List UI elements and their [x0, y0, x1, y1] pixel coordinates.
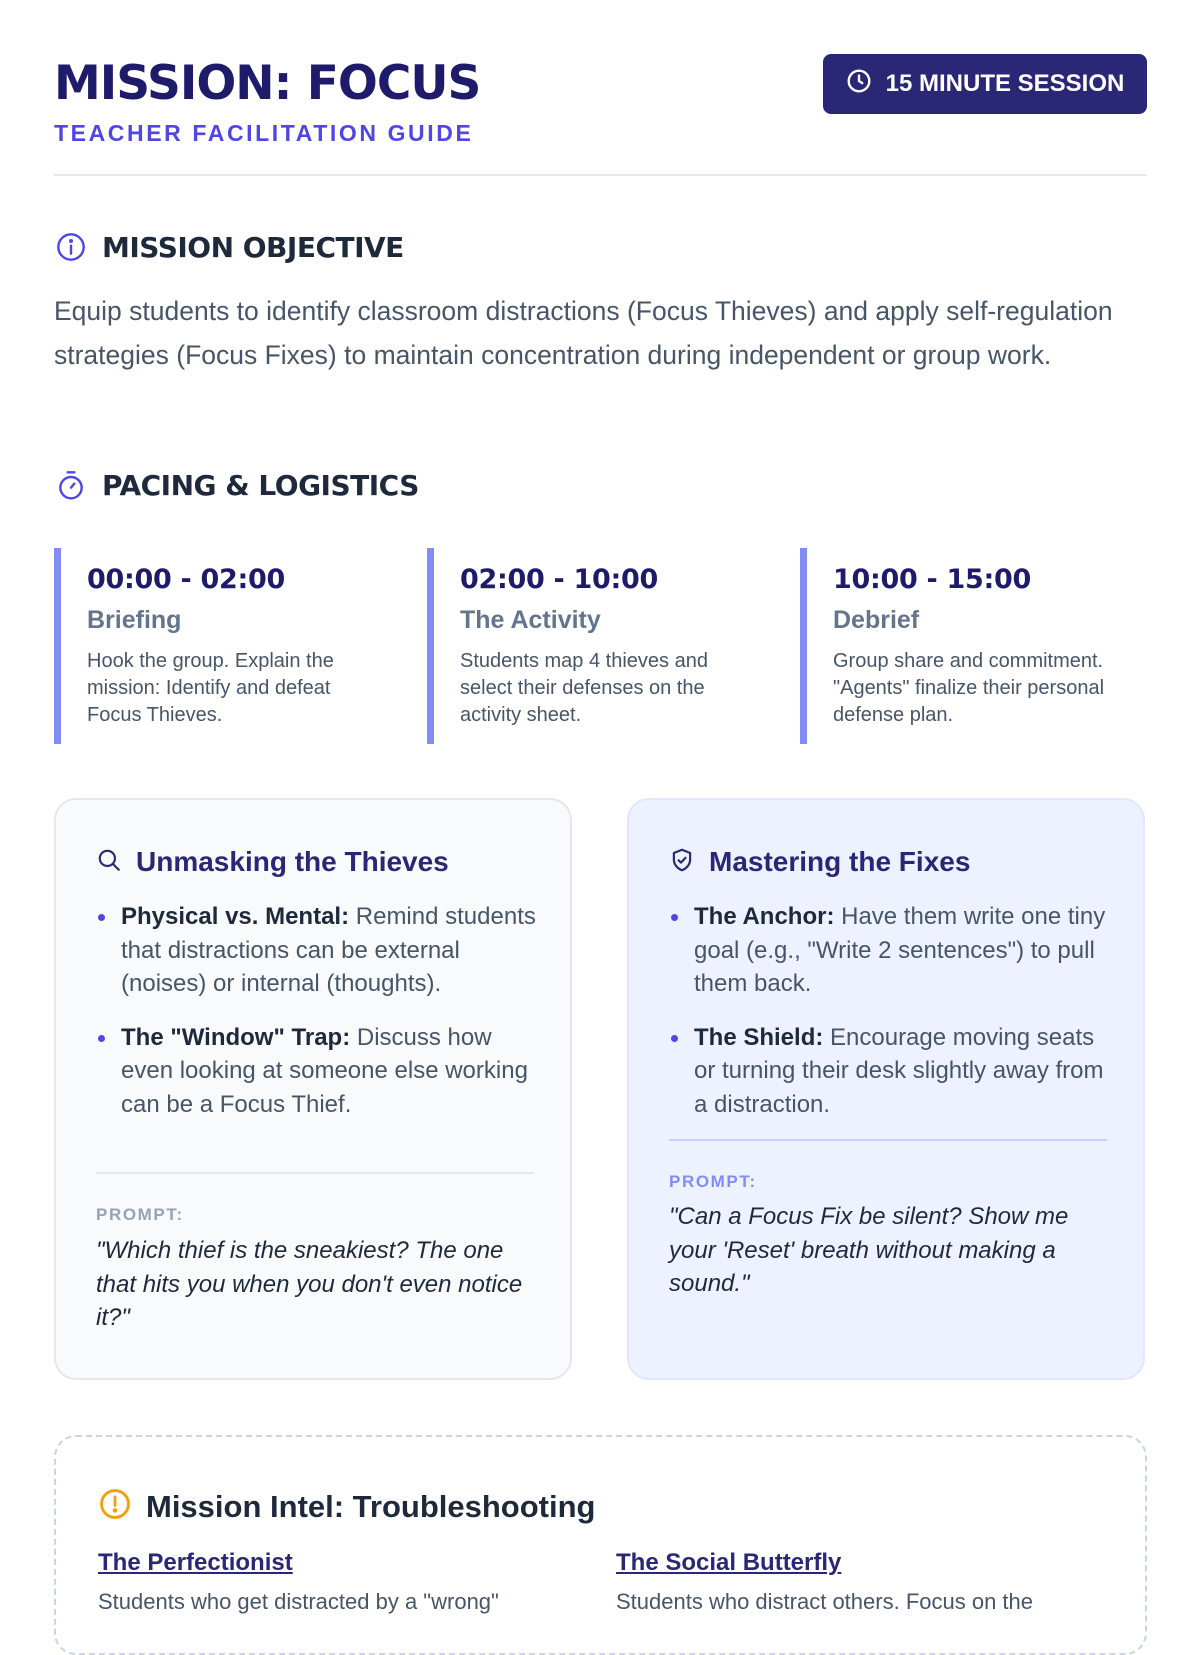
phase-activity	[427, 548, 767, 744]
list-item-text: Remind students that distractions can be external (noises) or internal (thoughts).	[121, 903, 536, 997]
phase-description: Students map 4 thieves and select their defenses on the activity sheet.	[460, 650, 708, 726]
fixes-card	[627, 798, 1145, 1380]
prompt-label: PROMPT:	[669, 1172, 757, 1191]
facilitation-guide-page	[54, 0, 1147, 1614]
divider	[96, 1172, 534, 1174]
list-item	[669, 1021, 1109, 1122]
troubleshooting-title: Mission Intel: Troubleshooting	[146, 1488, 596, 1524]
objective-heading	[54, 230, 404, 264]
clock-icon	[846, 68, 872, 101]
thieves-card	[54, 798, 572, 1380]
list-item	[96, 1021, 536, 1122]
troubleshooting-item-title-link[interactable]: The Social Butterfly	[616, 1549, 842, 1576]
page-title: MISSION: FOCUS	[54, 56, 481, 111]
prompt-label: PROMPT:	[96, 1205, 184, 1224]
thieves-card-heading	[96, 846, 449, 878]
troubleshooting-item	[98, 1549, 558, 1617]
phase-description: Hook the group. Explain the mission: Identify and defeat Focus Thieves.	[87, 650, 334, 726]
info-icon	[54, 230, 88, 264]
stopwatch-icon	[54, 468, 88, 502]
fixes-card-heading	[669, 846, 970, 878]
fixes-list	[669, 900, 1109, 1141]
prompt-text: "Can a Focus Fix be silent? Show me your 'Reset' breath without making a sound."	[669, 1203, 1069, 1297]
objective-heading-label: MISSION OBJECTIVE	[102, 230, 404, 264]
list-item-text: Discuss how even looking at someone else working can be a Focus Thief.	[121, 1023, 528, 1118]
phase-time: 02:00 - 10:00	[460, 564, 658, 595]
prompt-text: "Which thief is the sneakiest? The one that hits you when you don't even notice it?"	[96, 1237, 523, 1331]
phase-debrief	[800, 548, 1140, 744]
troubleshooting-item-desc: Students who get distracted by a "wrong"	[98, 1589, 499, 1614]
pacing-heading	[54, 468, 419, 502]
troubleshooting-item-desc: Students who distract others. Focus on the	[616, 1589, 1034, 1614]
search-icon	[96, 847, 122, 878]
page-header	[54, 52, 1147, 176]
session-duration-label: 15 MINUTE SESSION	[885, 70, 1125, 97]
troubleshooting-panel	[54, 1435, 1147, 1655]
list-item-title: The Shield:	[694, 1023, 824, 1051]
phase-description: Group share and commitment. "Agents" finalize their personal defense plan.	[833, 650, 1105, 726]
phase-time: 10:00 - 15:00	[833, 564, 1031, 595]
list-item-title: Physical vs. Mental:	[121, 903, 350, 930]
fixes-card-title: Mastering the Fixes	[709, 846, 971, 877]
troubleshooting-heading	[98, 1487, 596, 1526]
shield-check-icon	[669, 847, 695, 878]
session-duration-button[interactable]	[823, 54, 1147, 114]
alert-circle-icon	[98, 1487, 132, 1526]
objective-text: Equip students to identify classroom distractions (Focus Thieves) and apply self-regulation strategies (Focus Fixes) to maintain concentration during independent or group work.	[54, 296, 1113, 370]
list-item-text: Encourage moving seats or turning their desk slightly away from a distraction.	[694, 1023, 1104, 1118]
pacing-heading-label: PACING & LOGISTICS	[102, 468, 419, 502]
thieves-list	[96, 900, 536, 1141]
phase-briefing	[54, 548, 394, 744]
list-item-title: The Anchor:	[694, 903, 835, 930]
list-item-title: The "Window" Trap:	[121, 1023, 351, 1051]
list-item-text: Have them write one tiny goal (e.g., "Write 2 sentences") to pull them back.	[694, 903, 1106, 997]
phase-name: Debrief	[833, 606, 920, 634]
page-subtitle: TEACHER FACILITATION GUIDE	[54, 120, 474, 146]
phase-name: Briefing	[87, 606, 182, 634]
thieves-card-title: Unmasking the Thieves	[136, 846, 449, 877]
troubleshooting-item-title-link[interactable]: The Perfectionist	[98, 1549, 293, 1576]
divider	[669, 1139, 1107, 1141]
list-item	[669, 900, 1109, 1001]
list-item	[96, 900, 536, 1001]
phase-time: 00:00 - 02:00	[87, 564, 285, 595]
troubleshooting-item	[616, 1549, 1076, 1617]
phase-name: The Activity	[460, 606, 601, 634]
pacing-timeline	[54, 548, 1147, 744]
